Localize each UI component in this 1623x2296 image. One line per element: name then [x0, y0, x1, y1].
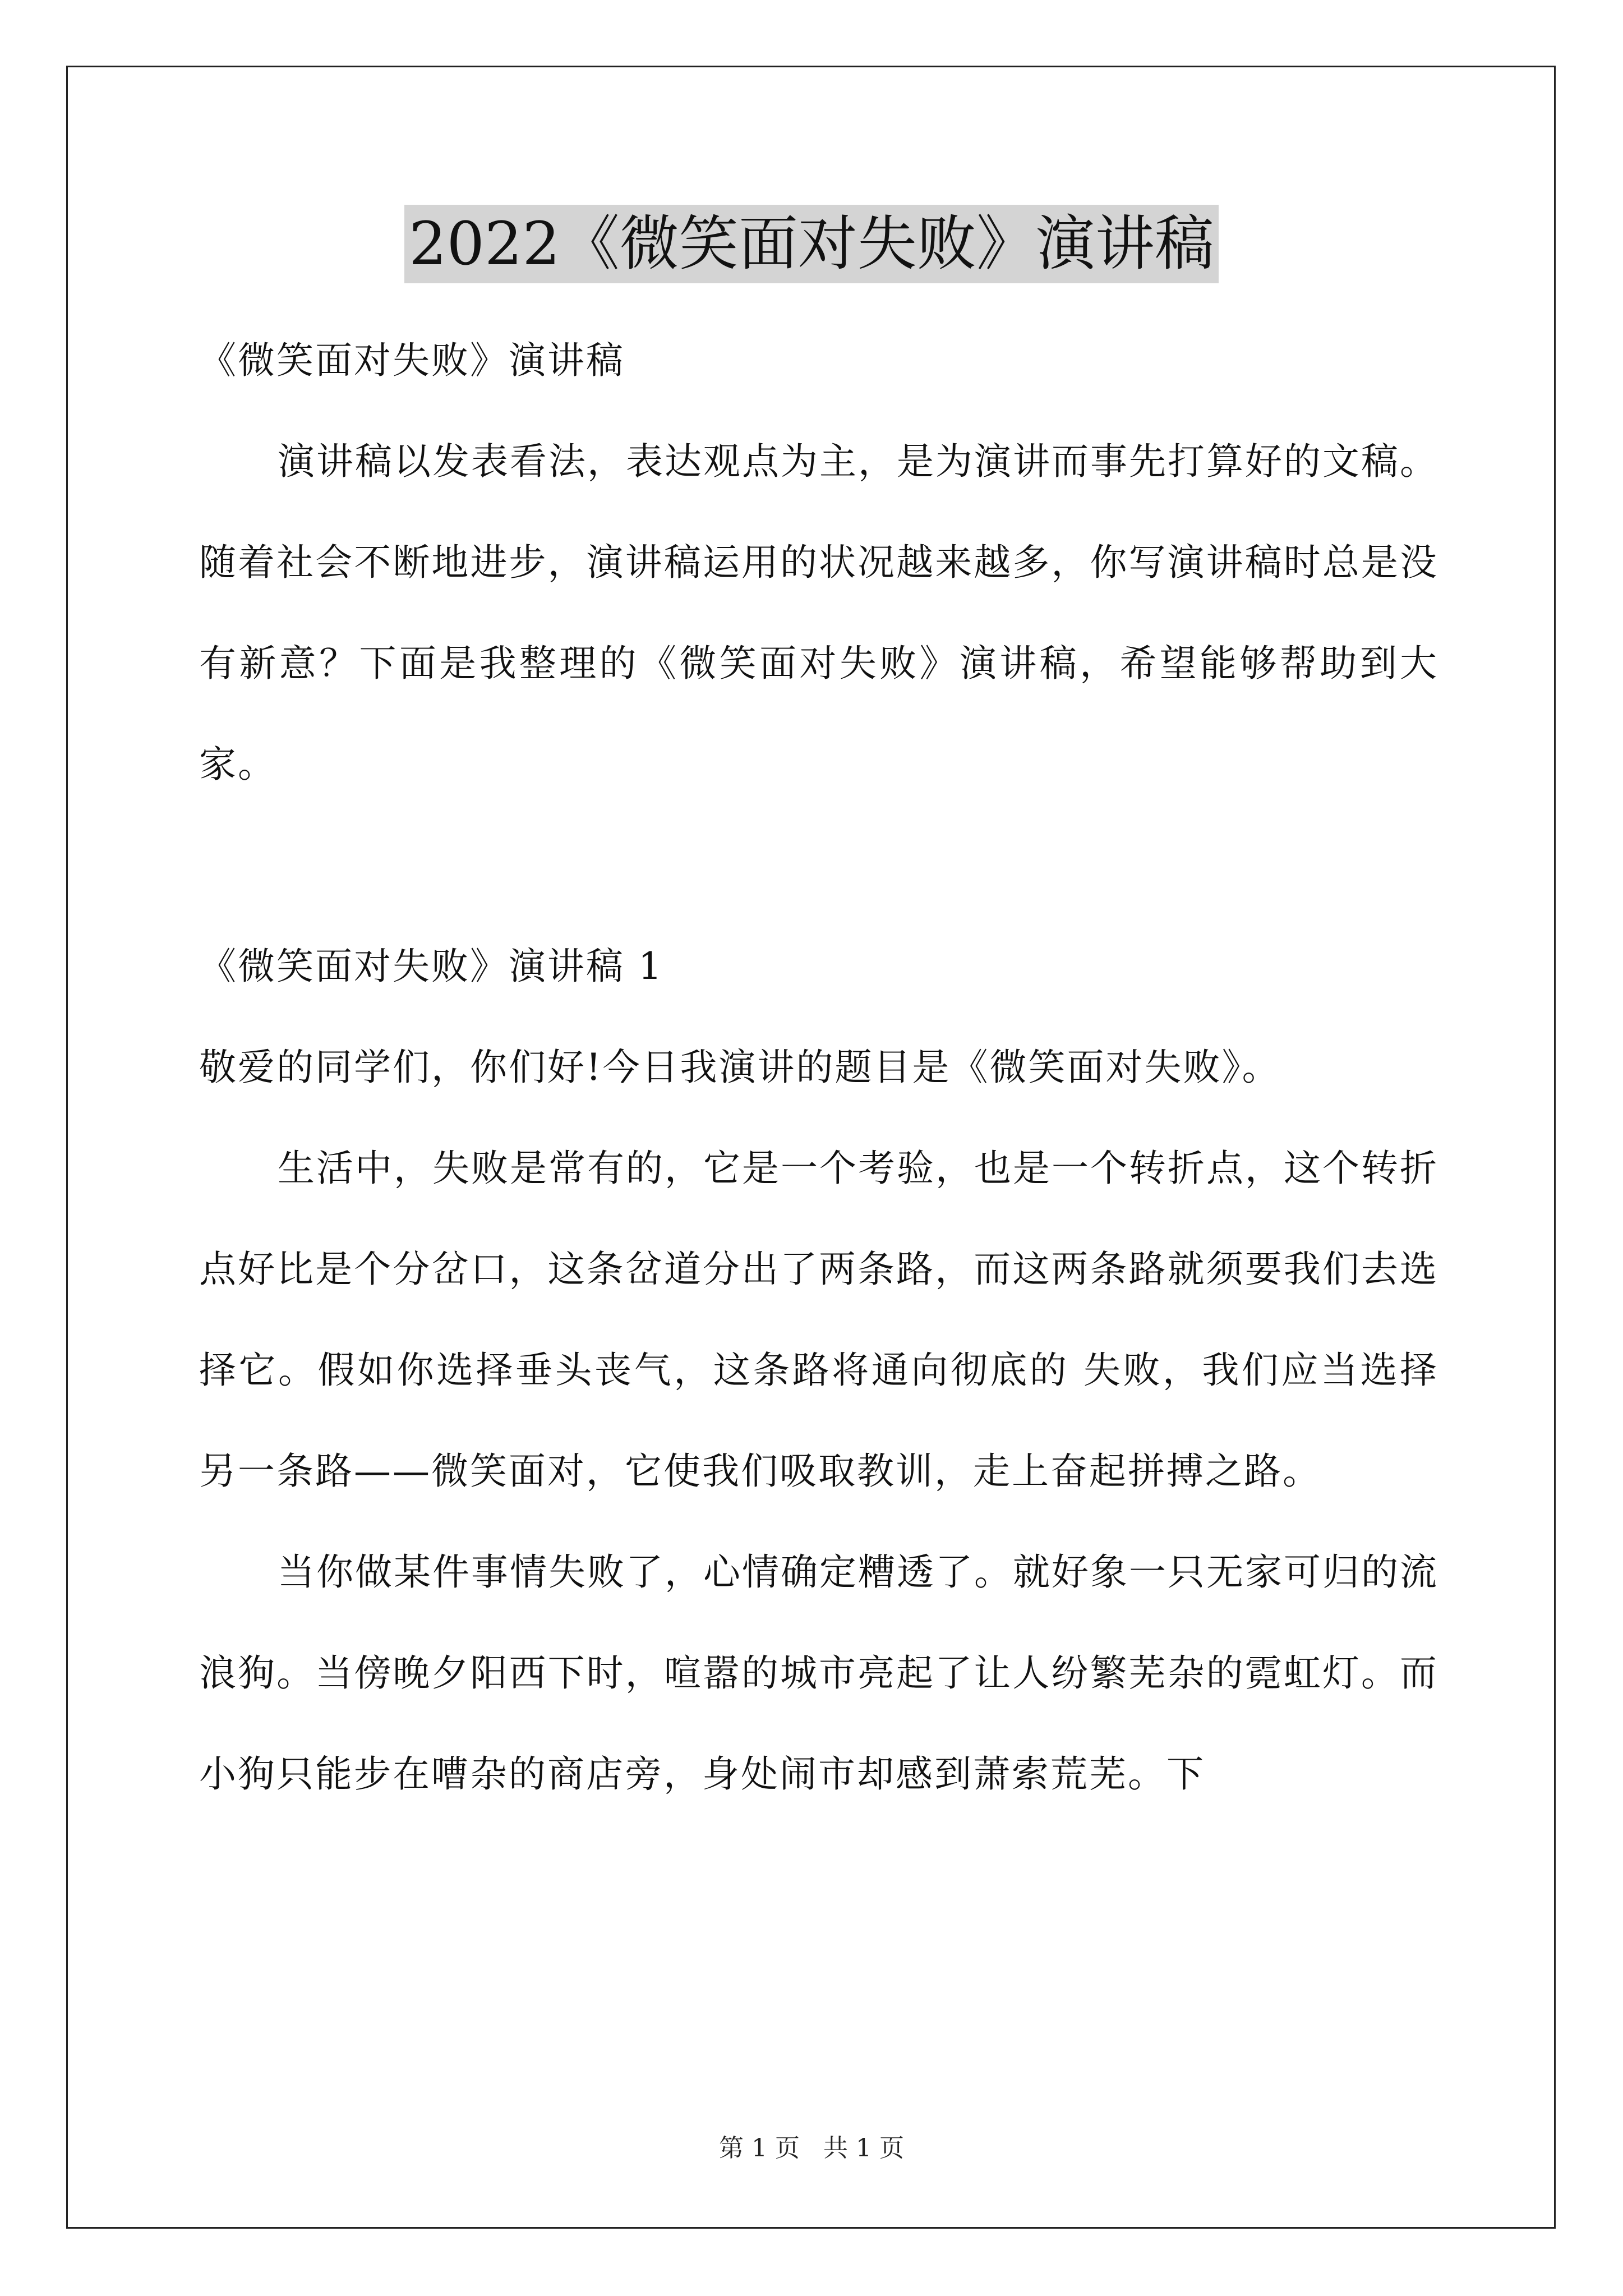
title-container — [0, 205, 1623, 283]
intro-paragraph: 演讲稿以发表看法，表达观点为主，是为演讲而事先打算好的文稿。随着社会不断地进步，演讲稿运用的状况越来越多，你写演讲稿时总是没有新意？下面是我整理的《微笑面对失败》演讲稿，希望能够帮助到大家。 — [199, 440, 1438, 786]
greeting-paragraph: 敬爱的同学们，你们好!今日我演讲的题目是《微笑面对失败》。 — [199, 1046, 1281, 1089]
page-number: 第 1 页 — [719, 2134, 800, 2162]
document-body — [199, 310, 1438, 1825]
spacer — [199, 815, 1438, 916]
page-footer — [0, 2132, 1623, 2165]
body-paragraph-2: 当你做某件事情失败了，心情确定糟透了。就好象一只无家可归的流浪狗。当傍晚夕阳西下时，喧嚣的城市亮起了让人纷繁芜杂的霓虹灯。而小狗只能步在嘈杂的商店旁，身处闹市却感到萧索荒芜。下 — [199, 1550, 1438, 1796]
body-paragraph-1: 生活中，失败是常有的，它是一个考验，也是一个转折点，这个转折点好比是个分岔口，这条岔道分出了两条路，而这两条路就须要我们去选择它。假如你选择垂头丧气，这条路将通向彻底的 失败，我们应当选择另一条路——微笑面对，它使我们吸取教训，走上奋起拼搏之路。 — [199, 1147, 1438, 1493]
document-title: 2022《微笑面对失败》演讲稿 — [404, 205, 1219, 283]
subtitle: 《微笑面对失败》演讲稿 — [199, 339, 625, 382]
page-total: 共 1 页 — [823, 2134, 904, 2162]
section-heading: 《微笑面对失败》演讲稿 1 — [199, 945, 663, 988]
